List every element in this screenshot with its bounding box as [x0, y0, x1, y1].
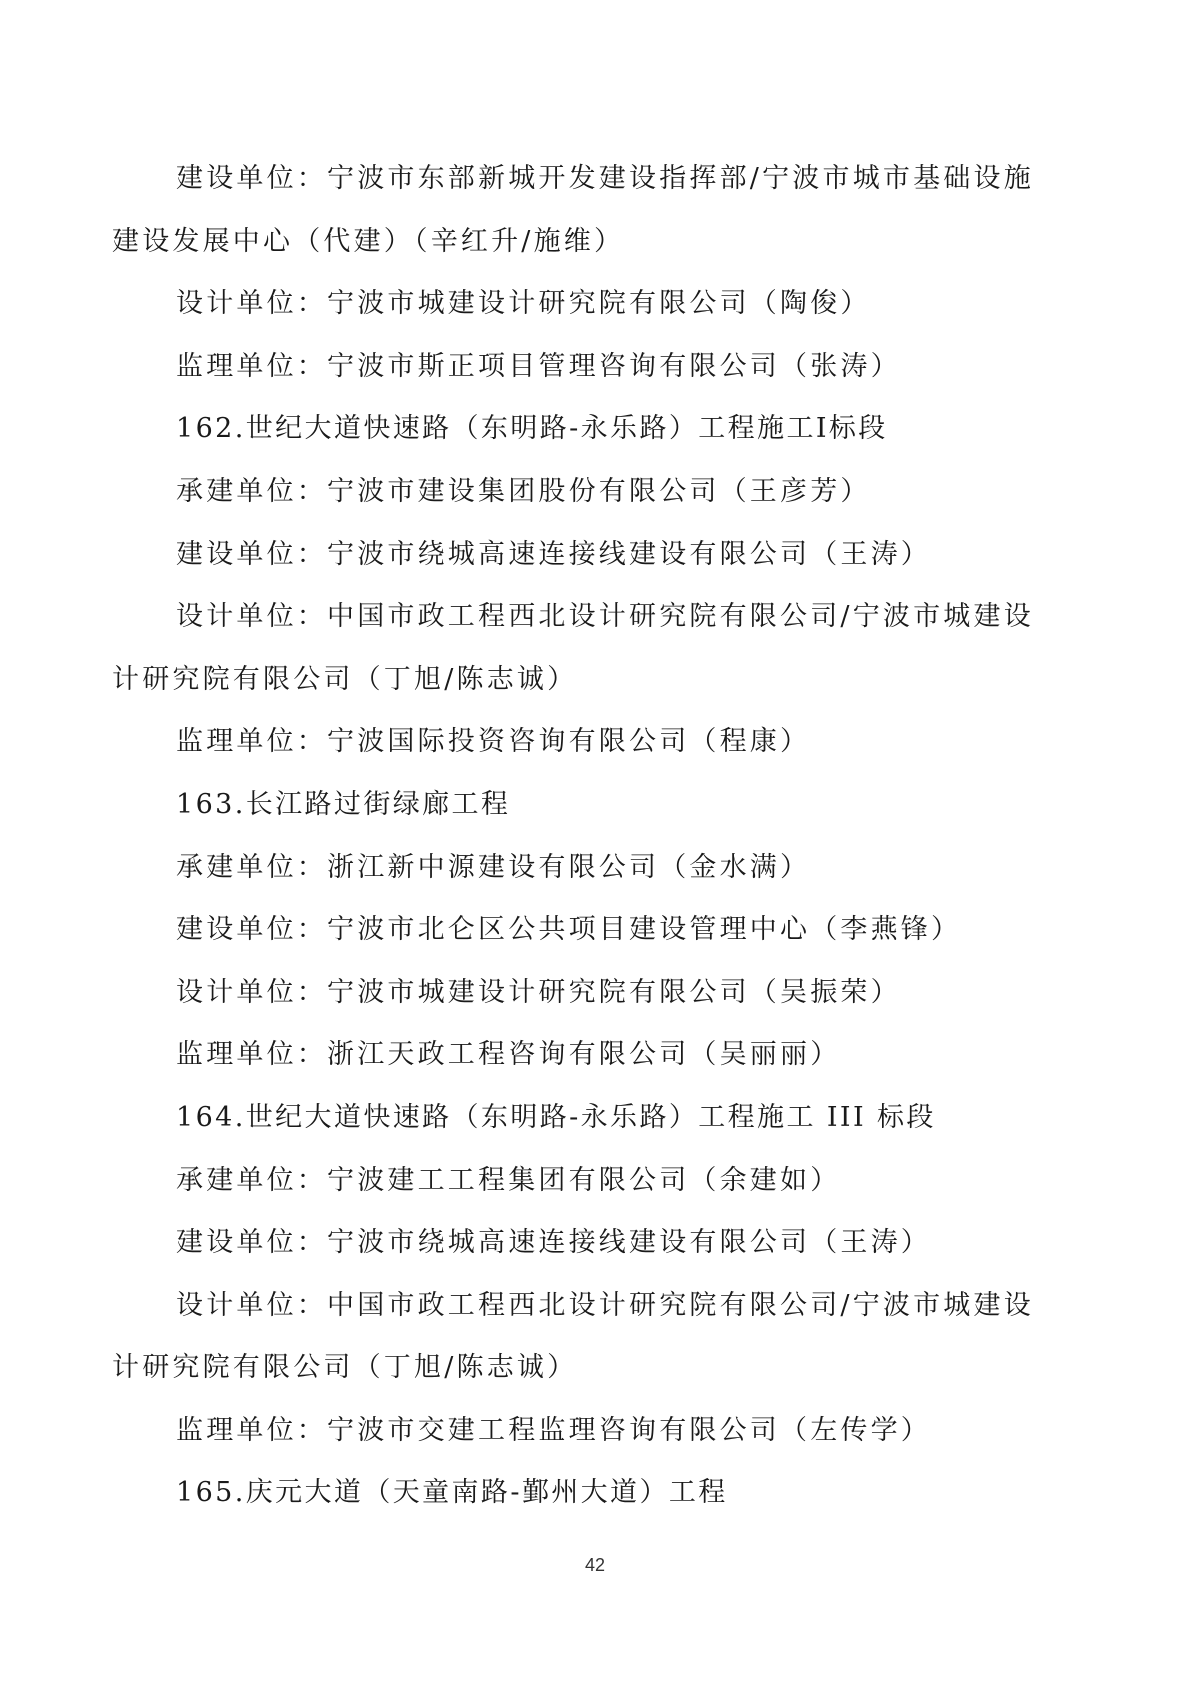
text-line: 设计单位：宁波市城建设计研究院有限公司（陶俊） [176, 288, 871, 320]
text-line: 监理单位：宁波市斯正项目管理咨询有限公司（张涛） [176, 350, 901, 382]
text-line: 建设单位：宁波市绕城高速连接线建设有限公司（王涛） [176, 538, 931, 570]
text-line: 设计单位：宁波市城建设计研究院有限公司（吴振荣） [176, 976, 901, 1008]
text-line: 承建单位：宁波市建设集团股份有限公司（王彦芳） [176, 475, 871, 507]
text-line: 监理单位：浙江天政工程咨询有限公司（吴丽丽） [176, 1039, 841, 1071]
text-line: 承建单位：宁波建工工程集团有限公司（余建如） [176, 1164, 841, 1196]
text-line: 监理单位：宁波市交建工程监理咨询有限公司（左传学） [176, 1414, 931, 1446]
text-line: 设计单位：中国市政工程西北设计研究院有限公司/宁波市城建设 [176, 1289, 1034, 1321]
text-line: 承建单位：浙江新中源建设有限公司（金水满） [176, 851, 811, 883]
text-line: 建设发展中心（代建）（辛红升/施维） [112, 225, 625, 257]
project-heading: 162.世纪大道快速路（东明路-永乐路）工程施工Ⅰ标段 [176, 413, 888, 445]
text-line: 计研究院有限公司（丁旭/陈志诚） [112, 1352, 578, 1384]
text-line: 建设单位：宁波市北仑区公共项目建设管理中心（李燕锋） [176, 914, 962, 946]
text-line: 设计单位：中国市政工程西北设计研究院有限公司/宁波市城建设 [176, 601, 1034, 633]
project-heading: 163.长江路过街绿廊工程 [176, 788, 511, 820]
project-heading: 165.庆元大道（天童南路-鄞州大道）工程 [176, 1477, 728, 1509]
document-body [112, 148, 1092, 1525]
text-line: 监理单位：宁波国际投资咨询有限公司（程康） [176, 726, 811, 758]
text-line: 计研究院有限公司（丁旭/陈志诚） [112, 663, 578, 695]
text-line: 建设单位：宁波市绕城高速连接线建设有限公司（王涛） [176, 1227, 931, 1259]
page-number: 42 [584, 1555, 606, 1575]
project-heading: 164.世纪大道快速路（东明路-永乐路）工程施工 III 标段 [176, 1101, 936, 1133]
text-line: 建设单位：宁波市东部新城开发建设指挥部/宁波市城市基础设施 [176, 163, 1034, 194]
